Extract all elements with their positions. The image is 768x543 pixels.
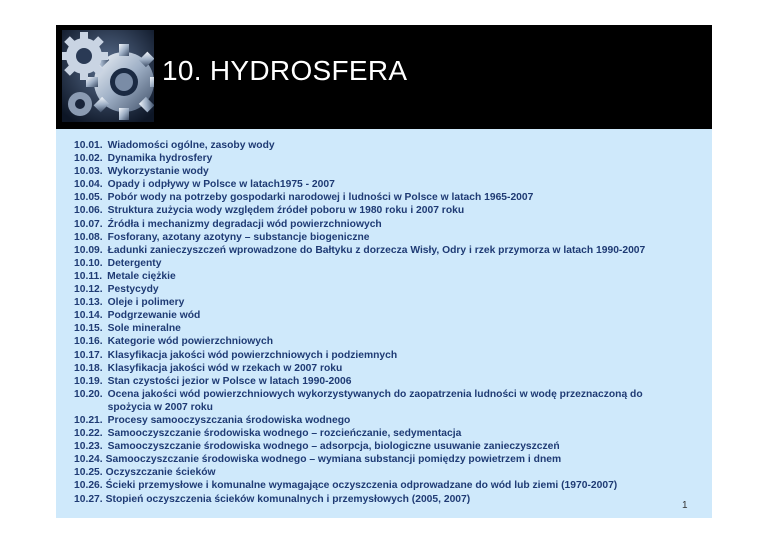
item-number: 10.21. xyxy=(74,414,103,426)
item-number: 10.02. xyxy=(74,153,103,165)
item-number: 10.15. xyxy=(74,323,103,335)
item-text: Wykorzystanie wody xyxy=(107,166,209,178)
item-number: 10.04. xyxy=(74,179,103,191)
item-number: 10.07. xyxy=(74,218,103,230)
page-number: 1 xyxy=(682,500,688,511)
item-text: Kategorie wód powierzchniowych xyxy=(107,336,273,348)
item-number: 10.06. xyxy=(74,205,103,217)
item-number: 10.14. xyxy=(74,310,103,322)
list-item xyxy=(74,296,704,309)
item-number: 10.03. xyxy=(74,166,103,178)
list-item xyxy=(74,493,704,506)
list-item xyxy=(74,479,704,492)
item-number: 10.22. xyxy=(74,428,103,440)
item-text: Klasyfikacja jakości wód powierzchniowych i podziemnych xyxy=(107,349,398,361)
item-text: Samooczyszczanie środowiska wodnego – adsorpcja, biologiczne usuwanie zanieczyszczeń xyxy=(107,441,560,453)
list-item xyxy=(74,231,704,244)
list-item xyxy=(74,322,704,335)
item-number: 10.26. xyxy=(74,480,103,492)
list-item xyxy=(74,362,704,375)
item-number: 10.13. xyxy=(74,297,103,309)
list-item xyxy=(74,204,704,217)
list-item xyxy=(74,309,704,322)
item-text: Stopień oczyszczenia ścieków komunalnych i przemysłowych (2005, 2007) xyxy=(105,493,471,505)
item-text: Struktura zużycia wody względem źródeł poboru w 1980 roku i 2007 roku xyxy=(107,205,465,217)
item-text: Dynamika hydrosfery xyxy=(107,153,213,165)
item-text: Oczyszczanie ścieków xyxy=(105,467,216,479)
list-item xyxy=(74,283,704,296)
page-title: 10. HYDROSFERA xyxy=(162,55,408,86)
item-text: Źródła i mechanizmy degradacji wód powierzchniowych xyxy=(107,218,382,230)
slide-header xyxy=(56,25,712,129)
list-item xyxy=(74,244,704,257)
item-number: 10.17. xyxy=(74,349,103,361)
item-number: 10.18. xyxy=(74,362,103,374)
item-number: 10.12. xyxy=(74,284,103,296)
item-text: Opady i odpływy w Polsce w latach1975 - 2007 xyxy=(107,179,335,191)
list-item xyxy=(74,414,704,427)
list-item xyxy=(74,178,704,191)
item-number: 10.01. xyxy=(74,140,103,151)
list-item xyxy=(74,349,704,362)
list-item xyxy=(74,218,704,231)
item-number: 10.27. xyxy=(74,493,103,505)
item-text: Podgrzewanie wód xyxy=(107,310,201,322)
item-number: 10.08. xyxy=(74,231,103,243)
item-number: 10.05. xyxy=(74,192,103,204)
item-text: Detergenty xyxy=(107,257,162,269)
item-number: 10.16. xyxy=(74,336,103,348)
item-text: Pestycydy xyxy=(107,284,159,296)
list-item xyxy=(74,427,704,440)
item-text: Pobór wody na potrzeby gospodarki narodowej i ludności w Polsce w latach 1965-2007 xyxy=(107,192,534,204)
list-item xyxy=(74,257,704,270)
item-number: 10.09. xyxy=(74,244,103,256)
list-item xyxy=(74,139,704,152)
list-item xyxy=(74,466,704,479)
slide xyxy=(56,25,712,518)
item-text: Stan czystości jezior w Polsce w latach 1990-2006 xyxy=(107,375,352,387)
item-number: 10.10. xyxy=(74,257,103,269)
item-text: Ładunki zanieczyszczeń wprowadzone do Bałtyku z dorzecza Wisły, Odry i rzek przymorza w latach 1990-2007 xyxy=(107,244,646,256)
item-text: Klasyfikacja jakości wód w rzekach w 2007 roku xyxy=(107,362,343,374)
item-number: 10.20. xyxy=(74,388,103,400)
item-text: Ocena jakości wód powierzchniowych wykorzystywanych do zaopatrzenia ludności w wodę przeznaczoną do spożycia w 2007 roku xyxy=(107,388,643,413)
list-item xyxy=(74,270,704,283)
item-number: 10.11. xyxy=(74,270,103,282)
list-item xyxy=(74,335,704,348)
item-number: 10.23. xyxy=(74,441,103,453)
list-item xyxy=(74,388,704,414)
item-number: 10.19. xyxy=(74,375,103,387)
list-item xyxy=(74,191,704,204)
item-text: Samooczyszczanie środowiska wodnego – rozcieńczanie, sedymentacja xyxy=(107,428,462,440)
item-text: Fosforany, azotany azotyny – substancje biogeniczne xyxy=(107,231,370,243)
item-text: Metale ciężkie xyxy=(107,270,176,282)
item-text: Samooczyszczanie środowiska wodnego – wymiana substancji pomiędzy powietrzem i dnem xyxy=(105,454,562,466)
item-text: Wiadomości ogólne, zasoby wody xyxy=(107,140,275,151)
item-text: Ścieki przemysłowe i komunalne wymagające oczyszczenia odprowadzane do wód lub ziemi (1970-2007) xyxy=(105,480,618,492)
list-item xyxy=(74,165,704,178)
item-text: Sole mineralne xyxy=(107,323,181,335)
item-text: Oleje i polimery xyxy=(107,297,185,309)
list-item xyxy=(74,375,704,388)
table-of-contents xyxy=(74,139,704,506)
item-number: 10.24. xyxy=(74,454,103,466)
item-text: Procesy samooczyszczania środowiska wodnego xyxy=(107,414,351,426)
list-item xyxy=(74,152,704,165)
list-item xyxy=(74,440,704,453)
list-item xyxy=(74,453,704,466)
gears-icon xyxy=(62,30,154,122)
item-number: 10.25. xyxy=(74,467,103,479)
